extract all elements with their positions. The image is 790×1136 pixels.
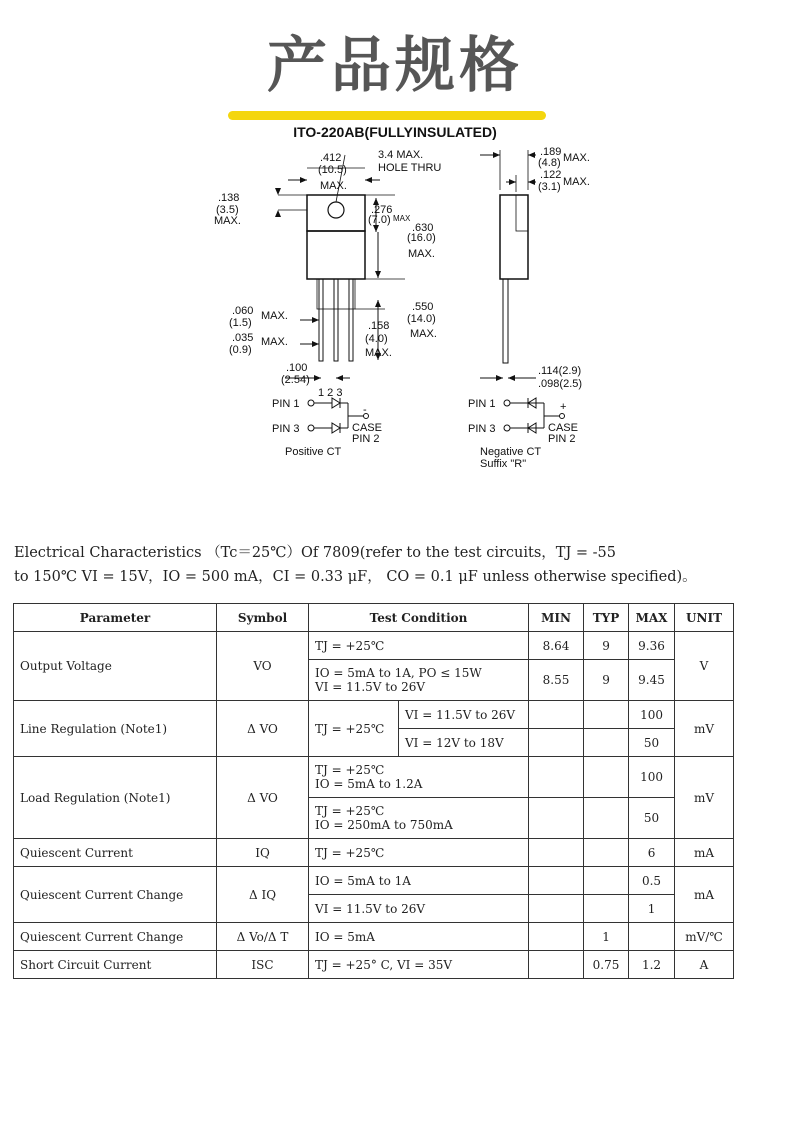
condition-cell: IO = 5mA to 1A <box>309 867 529 895</box>
svg-text:.060: .060 <box>232 305 254 317</box>
title-underline <box>228 111 546 120</box>
header-typ: TYP <box>584 604 629 632</box>
max-cell: 1 <box>629 895 675 923</box>
table-row <box>14 923 734 951</box>
max-cell: 100 <box>629 757 675 798</box>
lead-1 <box>319 279 323 361</box>
svg-text:.158: .158 <box>368 320 390 332</box>
condition-cell: IO = 5mA <box>309 923 529 951</box>
svg-text:.035: .035 <box>232 332 254 344</box>
symbol-cell: Δ IQ <box>217 867 309 923</box>
svg-text:.100: .100 <box>286 362 308 374</box>
svg-text:Suffix "R": Suffix "R" <box>480 458 527 470</box>
svg-text:(16.0): (16.0) <box>407 232 436 244</box>
svg-text:(3.1): (3.1) <box>538 181 561 193</box>
svg-text:(4.0): (4.0) <box>365 333 388 345</box>
condition-cell: VI = 12V to 18V <box>399 729 529 757</box>
max-cell: 100 <box>629 701 675 729</box>
svg-text:MAX.: MAX. <box>365 347 392 359</box>
param-short-circuit-current: Short Circuit Current <box>14 951 217 979</box>
svg-text:HOLE THRU: HOLE THRU <box>378 162 442 174</box>
condition-line: VI = 11.5V to 26V <box>315 680 426 694</box>
side-body <box>500 195 528 279</box>
svg-text:.114(2.9): .114(2.9) <box>538 365 582 377</box>
condition-line: IO = 5mA to 1A, PO ≤ 15W <box>315 666 482 680</box>
condition-cell <box>309 660 529 701</box>
svg-text:-: - <box>363 404 367 416</box>
svg-text:PIN 1: PIN 1 <box>468 398 496 410</box>
min-cell <box>529 839 584 867</box>
svg-text:MAX.: MAX. <box>410 328 437 340</box>
svg-text:(2.54): (2.54) <box>281 374 310 386</box>
param-line-regulation: Line Regulation (Note1) <box>14 701 217 757</box>
table-header-row <box>14 604 734 632</box>
svg-text:MAX.: MAX. <box>320 180 347 192</box>
svg-text:PIN 3: PIN 3 <box>468 423 496 435</box>
header-max: MAX <box>629 604 675 632</box>
min-cell <box>529 798 584 839</box>
max-cell: 50 <box>629 729 675 757</box>
svg-text:PIN 2: PIN 2 <box>548 433 576 445</box>
condition-cell: TJ = +25° C, VI = 35V <box>309 951 529 979</box>
svg-text:.630: .630 <box>412 222 434 234</box>
svg-text:Negative CT: Negative CT <box>480 446 542 458</box>
svg-text:1 2 3: 1 2 3 <box>318 387 343 399</box>
typ-cell <box>584 895 629 923</box>
svg-text:(10.5): (10.5) <box>318 164 347 176</box>
max-cell: 9.36 <box>629 632 675 660</box>
svg-text:PIN 2: PIN 2 <box>352 433 380 445</box>
header-symbol: Symbol <box>217 604 309 632</box>
unit-cell: A <box>675 951 734 979</box>
unit-cell: mA <box>675 867 734 923</box>
max-cell: 9.45 <box>629 660 675 701</box>
side-lead <box>503 279 508 363</box>
header-unit: UNIT <box>675 604 734 632</box>
typ-cell <box>584 701 629 729</box>
svg-text:CASE: CASE <box>548 422 578 434</box>
condition-line: TJ = +25℃ <box>315 804 385 818</box>
svg-text:MAX.: MAX. <box>563 176 590 188</box>
header-parameter: Parameter <box>14 604 217 632</box>
max-cell: 6 <box>629 839 675 867</box>
svg-text:(0.9): (0.9) <box>229 344 252 356</box>
unit-cell: mA <box>675 839 734 867</box>
typ-cell <box>584 729 629 757</box>
page-title: 产品规格 <box>267 31 523 101</box>
svg-text:.276: .276 <box>371 204 393 216</box>
max-cell: 1.2 <box>629 951 675 979</box>
svg-text:MAX.: MAX. <box>563 152 590 164</box>
typ-cell <box>584 798 629 839</box>
svg-text:MAX.: MAX. <box>261 336 288 348</box>
electrical-characteristics-description <box>14 541 784 589</box>
svg-text:MAX: MAX <box>393 214 411 223</box>
condition-cell <box>309 798 529 839</box>
table-row <box>14 757 734 798</box>
svg-text:+: + <box>560 401 567 413</box>
svg-text:CASE: CASE <box>352 422 382 434</box>
min-cell <box>529 867 584 895</box>
unit-cell: V <box>675 632 734 701</box>
svg-text:(1.5): (1.5) <box>229 317 252 329</box>
description-line-1: Electrical Characteristics （Tc＝25℃）Of 7809(refer to the test circuits，TJ = -55 <box>14 545 616 561</box>
table-row <box>14 632 734 660</box>
lead-3 <box>349 279 353 361</box>
param-quiescent-current-change-temp: Quiescent Current Change <box>14 923 217 951</box>
svg-text:3.4 MAX.: 3.4 MAX. <box>378 149 424 161</box>
table-row <box>14 867 734 895</box>
svg-text:.550: .550 <box>412 301 434 313</box>
typ-cell: 1 <box>584 923 629 951</box>
svg-text:MAX.: MAX. <box>261 310 288 322</box>
package-drawing <box>0 140 790 480</box>
typ-cell: 0.75 <box>584 951 629 979</box>
condition-cell: VI = 11.5V to 26V <box>399 701 529 729</box>
condition-line: TJ = +25℃ <box>315 763 385 777</box>
svg-text:Positive CT: Positive CT <box>285 446 342 458</box>
min-cell <box>529 701 584 729</box>
symbol-cell: Δ VO <box>217 757 309 839</box>
condition-cell <box>309 757 529 798</box>
table-row <box>14 951 734 979</box>
side-tab <box>516 195 528 231</box>
typ-cell <box>584 757 629 798</box>
max-cell: 0.5 <box>629 867 675 895</box>
condition-cell: VI = 11.5V to 26V <box>309 895 529 923</box>
package-title: ITO-220AB(FULLYINSULATED) <box>293 124 497 140</box>
condition-cell: TJ = +25℃ <box>309 839 529 867</box>
description-line-2: to 150℃ VI = 15V，IO = 500 mA，CI = 0.33 μF， CO = 0.1 μF unless otherwise specified)。 <box>14 569 697 585</box>
svg-text:(4.8): (4.8) <box>538 157 561 169</box>
svg-text:MAX.: MAX. <box>408 248 435 260</box>
table-row <box>14 839 734 867</box>
typ-cell: 9 <box>584 660 629 701</box>
unit-cell: mV/℃ <box>675 923 734 951</box>
typ-cell: 9 <box>584 632 629 660</box>
condition-cell: TJ = +25℃ <box>309 632 529 660</box>
min-cell: 8.55 <box>529 660 584 701</box>
svg-text:PIN 1: PIN 1 <box>272 398 300 410</box>
typ-cell <box>584 839 629 867</box>
max-cell <box>629 923 675 951</box>
min-cell <box>529 951 584 979</box>
symbol-cell: VO <box>217 632 309 701</box>
svg-text:.138: .138 <box>218 192 240 204</box>
table-row <box>14 701 734 729</box>
spec-table <box>13 603 734 979</box>
svg-text:(14.0): (14.0) <box>407 313 436 325</box>
param-output-voltage: Output Voltage <box>14 632 217 701</box>
unit-cell: mV <box>675 701 734 757</box>
unit-cell: mV <box>675 757 734 839</box>
header-test-condition: Test Condition <box>309 604 529 632</box>
svg-text:.189: .189 <box>540 146 562 158</box>
lead-2 <box>334 279 338 361</box>
min-cell <box>529 729 584 757</box>
condition-cell: TJ = +25℃ <box>309 701 399 757</box>
svg-text:.122: .122 <box>540 169 562 181</box>
symbol-cell: Δ Vo/Δ T <box>217 923 309 951</box>
symbol-cell: Δ VO <box>217 701 309 757</box>
symbol-cell: IQ <box>217 839 309 867</box>
symbol-cell: ISC <box>217 951 309 979</box>
typ-cell <box>584 867 629 895</box>
svg-text:MAX.: MAX. <box>214 215 241 227</box>
svg-text:.412: .412 <box>320 152 342 164</box>
svg-text:(3.5): (3.5) <box>216 204 239 216</box>
param-load-regulation: Load Regulation (Note1) <box>14 757 217 839</box>
svg-text:PIN 3: PIN 3 <box>272 423 300 435</box>
min-cell: 8.64 <box>529 632 584 660</box>
condition-line: IO = 5mA to 1.2A <box>315 777 423 791</box>
header-min: MIN <box>529 604 584 632</box>
svg-text:.098(2.5): .098(2.5) <box>538 378 583 390</box>
svg-text:(7.0): (7.0) <box>368 214 391 226</box>
min-cell <box>529 923 584 951</box>
max-cell: 50 <box>629 798 675 839</box>
condition-line: IO = 250mA to 750mA <box>315 818 453 832</box>
param-quiescent-current: Quiescent Current <box>14 839 217 867</box>
mounting-hole <box>328 202 344 218</box>
param-quiescent-current-change: Quiescent Current Change <box>14 867 217 923</box>
package-body-bottom <box>307 231 365 279</box>
min-cell <box>529 895 584 923</box>
min-cell <box>529 757 584 798</box>
